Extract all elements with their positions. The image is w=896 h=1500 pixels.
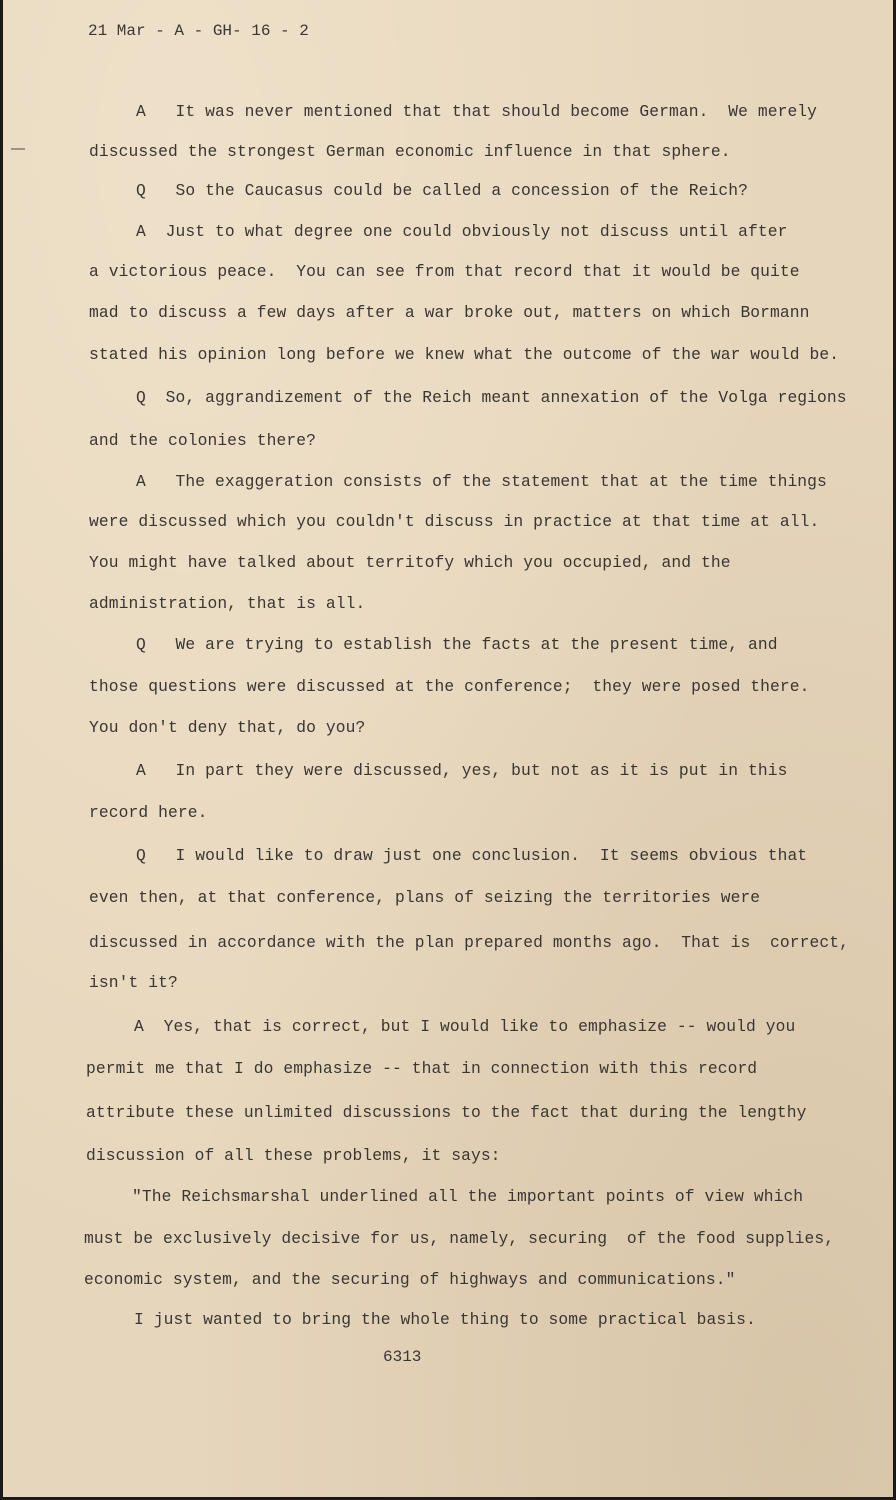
text-line: Q So, aggrandizement of the Reich meant annexation of the Volga regions: [136, 388, 847, 407]
text-line: attribute these unlimited discussions to the fact that during the lengthy: [86, 1103, 807, 1122]
text-line: economic system, and the securing of highways and communications.": [84, 1270, 736, 1289]
document-page: [3, 0, 893, 1497]
text-line: were discussed which you couldn't discuss in practice at that time at all.: [89, 512, 820, 531]
text-line: a victorious peace. You can see from that record that it would be quite: [89, 262, 800, 281]
text-line: and the colonies there?: [89, 431, 317, 450]
text-line: permit me that I do emphasize -- that in connection with this record: [86, 1059, 758, 1078]
text-line: You don't deny that, do you?: [89, 718, 366, 737]
text-line: A Yes, that is correct, but I would like to emphasize -- would you: [134, 1017, 796, 1036]
text-line: Q So the Caucasus could be called a concession of the Reich?: [136, 181, 748, 200]
page-number: 6313: [383, 1348, 422, 1366]
text-line: A In part they were discussed, yes, but not as it is put in this: [136, 761, 788, 780]
text-line: mad to discuss a few days after a war broke out, matters on which Bormann: [89, 303, 810, 322]
text-line: must be exclusively decisive for us, namely, securing of the food supplies,: [84, 1229, 835, 1248]
text-line: record here.: [89, 803, 208, 822]
text-line: discussed in accordance with the plan prepared months ago. That is correct,: [89, 933, 850, 952]
text-line: A The exaggeration consists of the statement that at the time things: [136, 472, 827, 491]
text-line: You might have talked about territofy which you occupied, and the: [89, 553, 731, 572]
text-line: "The Reichsmarshal underlined all the important points of view which: [132, 1187, 804, 1206]
text-line: administration, that is all.: [89, 594, 366, 613]
text-line: A It was never mentioned that that should become German. We merely: [136, 102, 818, 121]
text-line: discussion of all these problems, it says:: [86, 1146, 501, 1165]
page-header: 21 Mar - A - GH- 16 - 2: [88, 22, 309, 40]
text-line: Q I would like to draw just one conclusion. It seems obvious that: [136, 846, 808, 865]
margin-mark: [11, 148, 25, 150]
text-line: even then, at that conference, plans of seizing the territories were: [89, 888, 761, 907]
text-line: Q We are trying to establish the facts at the present time, and: [136, 635, 778, 654]
text-line: stated his opinion long before we knew what the outcome of the war would be.: [89, 345, 840, 364]
text-line: I just wanted to bring the whole thing to some practical basis.: [134, 1310, 756, 1329]
text-line: A Just to what degree one could obviously not discuss until after: [136, 222, 788, 241]
text-line: isn't it?: [89, 973, 178, 992]
text-line: discussed the strongest German economic influence in that sphere.: [89, 142, 731, 161]
text-line: those questions were discussed at the conference; they were posed there.: [89, 677, 810, 696]
